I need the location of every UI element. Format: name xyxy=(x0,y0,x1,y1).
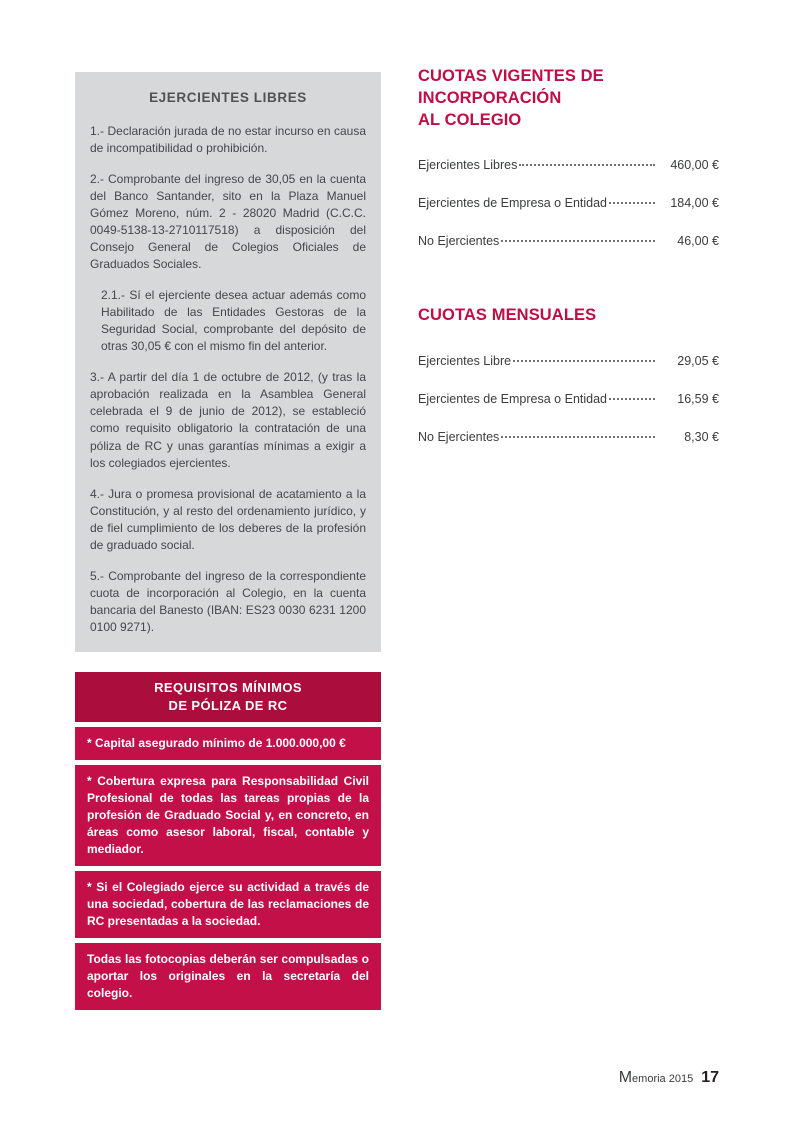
fee-value: 184,00 € xyxy=(670,196,719,211)
requirement-paragraph-5: 5.- Comprobante del ingreso de la correspondiente cuota de incorporación al Colegio, en la cuenta bancaria del Banesto (IBAN: ES23 0030 6231 1200 0100 9271). xyxy=(90,568,366,634)
fee-value: 16,59 € xyxy=(677,392,719,407)
requisitos-poliza-section xyxy=(75,672,381,1010)
cuotas-incorporacion-title xyxy=(418,66,719,131)
requirement-paragraph-4: 4.- Jura o promesa provisional de acatamiento a la Constitución, y al resto del ordenamiento jurídico, y de fiel cumplimiento de los deberes de la profesión de graduado social. xyxy=(90,486,366,552)
fee-row-incorporacion-noejercientes xyxy=(418,234,719,248)
page-number: 17 xyxy=(701,1069,719,1086)
fee-value: 460,00 € xyxy=(670,158,719,173)
footer-memoria-initial: M xyxy=(618,1069,633,1086)
requisitos-title-line2: DE PÓLIZA DE RC xyxy=(168,697,288,713)
fee-row-incorporacion-libres xyxy=(418,158,719,172)
requirement-paragraph-3: 3.- A partir del día 1 de octubre de 2012, (y tras la aprobación realizada en la Asamblea General celebrada el 9 de junio de 2012), se estableció como requisito obligatorio la contratación de una póliza de RC y unas garantías mínimas a exigir a los colegiados ejercientes. xyxy=(90,370,366,470)
requirement-paragraph-2-1: 2.1.- Sí el ejerciente desea actuar además como Habilitado de las Entidades Gestoras de la Seguridad Social, comprobante del depósito de otras 30,05 € con el mismo fin del anterior. xyxy=(101,288,366,354)
requisitos-title-line1: REQUISITOS MÍNIMOS xyxy=(154,680,302,695)
fee-row-mensual-noejercientes xyxy=(418,430,719,444)
dotted-leader xyxy=(609,398,655,400)
fee-label: Ejercientes Libres xyxy=(418,158,518,173)
fee-label: Ejercientes de Empresa o Entidad xyxy=(418,392,607,407)
dotted-leader xyxy=(501,240,655,242)
cuotas-incorporacion-title-line2: AL COLEGIO xyxy=(418,110,522,129)
fee-row-incorporacion-empresa xyxy=(418,196,719,210)
ejercientes-box-title: EJERCIENTES LIBRES xyxy=(149,90,307,105)
dotted-leader xyxy=(501,436,655,438)
fee-row-mensual-libre xyxy=(418,354,719,368)
requirement-paragraph-1: 1.- Declaración jurada de no estar incurso en causa de incompatibilidad o prohibición. xyxy=(90,124,366,156)
fee-label: No Ejercientes xyxy=(418,234,500,249)
dotted-leader xyxy=(513,360,655,362)
cuotas-column xyxy=(418,66,719,468)
requisito-bar-fotocopias: Todas las fotocopias deberán ser compulsadas o aportar los originales en la secretaría del colegio. xyxy=(75,943,381,1010)
fee-value: 29,05 € xyxy=(677,354,719,369)
requisito-bar-cobertura: * Cobertura expresa para Responsabilidad Civil Profesional de todas las tareas propias de la profesión de Graduado Social y, en concreto, en áreas como asesor laboral, fiscal, contable y mediador. xyxy=(75,765,381,866)
requisito-bar-capital: * Capital asegurado mínimo de 1.000.000,00 € xyxy=(75,727,381,760)
footer-memoria-text: emoria 2015 xyxy=(632,1073,694,1085)
fee-label: No Ejercientes xyxy=(418,430,500,445)
dotted-leader xyxy=(519,164,655,166)
requirement-paragraph-2: 2.- Comprobante del ingreso de 30,05 en la cuenta del Banco Santander, sito en la Plaza Manuel Gómez Moreno, núm. 2 - 28020 Madrid (C.C.C. 0049-5138-13-2710117518) a disposición del Consejo General de Colegios Oficiales de Graduados Sociales. xyxy=(90,172,366,272)
requisitos-header xyxy=(75,672,381,722)
fee-value: 8,30 € xyxy=(684,430,719,445)
page-footer xyxy=(619,1069,719,1087)
ejercientes-libres-box xyxy=(75,72,381,652)
dotted-leader xyxy=(609,202,655,204)
fee-label: Ejercientes de Empresa o Entidad xyxy=(418,196,607,211)
fee-row-mensual-empresa xyxy=(418,392,719,406)
fee-value: 46,00 € xyxy=(677,234,719,249)
cuotas-incorporacion-title-line1: CUOTAS VIGENTES DE INCORPORACIÓN xyxy=(418,67,604,107)
fee-label: Ejercientes Libre xyxy=(418,354,512,369)
requisito-bar-sociedad: * Si el Colegiado ejerce su actividad a través de una sociedad, cobertura de las reclamaciones de RC presentadas a la sociedad. xyxy=(75,871,381,938)
cuotas-mensuales-title: CUOTAS MENSUALES xyxy=(418,306,597,325)
